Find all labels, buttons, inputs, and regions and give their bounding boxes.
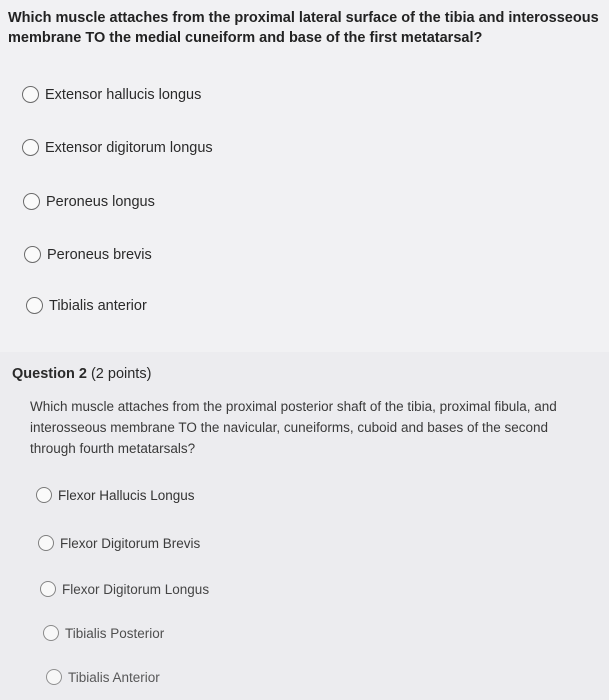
question-2-option-5[interactable] bbox=[46, 669, 160, 685]
radio-button-icon[interactable] bbox=[22, 139, 39, 156]
question-1-text: Which muscle attaches from the proximal lateral surface of the tibia and interosseous membrane TO the medial cuneiform and base of the first metatarsal? bbox=[8, 10, 599, 46]
question-1-option-2[interactable] bbox=[22, 139, 213, 156]
question-2-text: Which muscle attaches from the proximal posterior shaft of the tibia, proximal fibula, and interosseous membrane TO the navicular, cuneiforms, cuboid and bases of the second through fourth metatarsals? bbox=[30, 399, 557, 456]
option-label: Tibialis Posterior bbox=[65, 625, 165, 641]
option-label: Extensor digitorum longus bbox=[45, 139, 213, 156]
question-2-option-4[interactable] bbox=[43, 625, 164, 641]
question-2 bbox=[0, 352, 609, 700]
question-2-title: Question 2 bbox=[12, 366, 87, 382]
radio-button-icon[interactable] bbox=[36, 487, 52, 503]
option-label: Flexor Digitorum Brevis bbox=[60, 535, 201, 551]
question-1-option-5[interactable] bbox=[26, 297, 147, 314]
question-1-option-3[interactable] bbox=[23, 193, 155, 210]
radio-button-icon[interactable] bbox=[38, 535, 54, 551]
question-1-option-4[interactable] bbox=[24, 246, 152, 263]
option-label: Tibialis anterior bbox=[49, 297, 147, 314]
question-2-points: (2 points) bbox=[90, 366, 152, 382]
option-label: Peroneus longus bbox=[46, 193, 155, 210]
radio-button-icon[interactable] bbox=[22, 86, 39, 103]
question-2-option-2[interactable] bbox=[38, 535, 200, 551]
radio-button-icon[interactable] bbox=[43, 625, 59, 641]
radio-button-icon[interactable] bbox=[26, 297, 43, 314]
question-1-option-1[interactable] bbox=[22, 86, 201, 103]
radio-button-icon[interactable] bbox=[40, 581, 56, 597]
option-label: Extensor hallucis longus bbox=[45, 86, 202, 103]
option-label: Tibialis Anterior bbox=[68, 669, 160, 685]
question-2-header bbox=[12, 366, 151, 382]
option-label: Flexor Digitorum Longus bbox=[62, 581, 210, 597]
question-2-option-3[interactable] bbox=[40, 581, 209, 597]
radio-button-icon[interactable] bbox=[46, 669, 62, 685]
question-1 bbox=[8, 8, 603, 48]
radio-button-icon[interactable] bbox=[23, 193, 40, 210]
option-label: Peroneus brevis bbox=[47, 246, 152, 263]
option-label: Flexor Hallucis Longus bbox=[58, 487, 195, 503]
question-2-option-1[interactable] bbox=[36, 487, 195, 503]
radio-button-icon[interactable] bbox=[24, 246, 41, 263]
